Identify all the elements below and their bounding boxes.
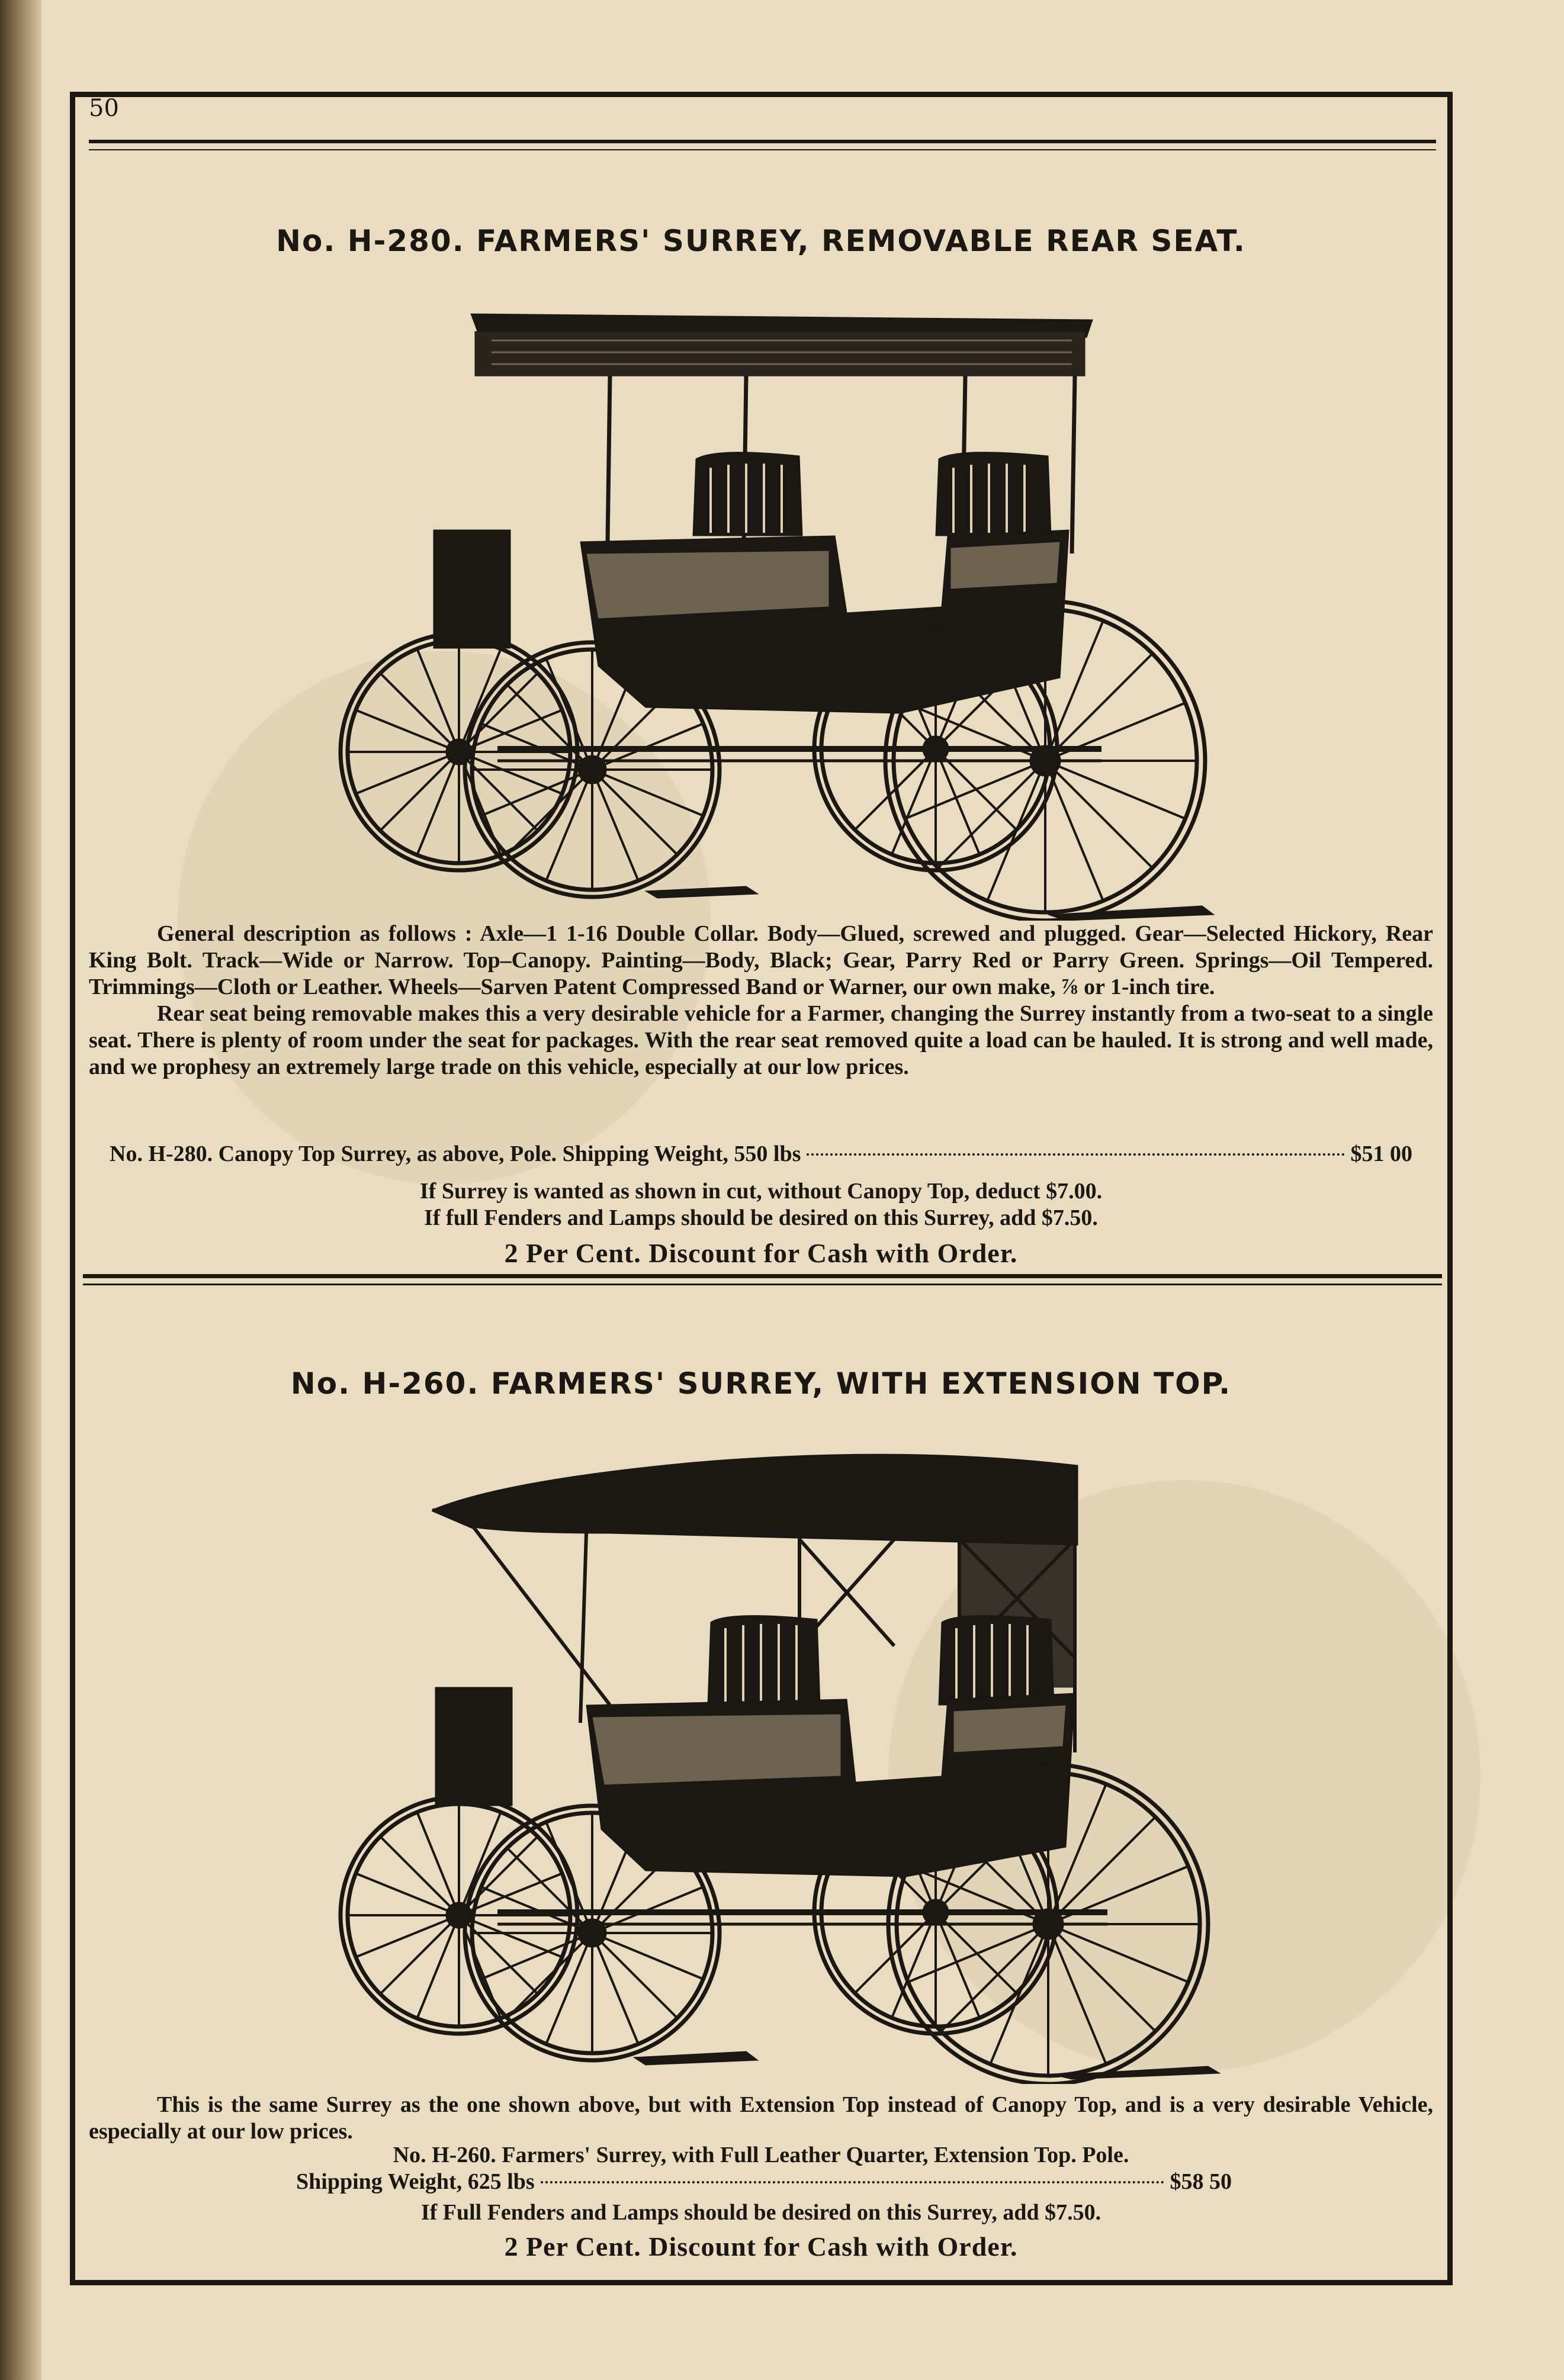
item2-note1: If Full Fenders and Lamps should be desired on this Surrey, add $7.50. [420,2200,1101,2225]
item2-price: $58 50 [1170,2169,1232,2194]
section-divider-thin [83,1284,1442,1285]
item1-paragraph1: General description as follows : Axle—1 1-16 Double Collar. Body—Glued, screwed and plugged. Gear—Selected Hickory, Rear King Bolt. Track—Wide or Narrow. Top–Canopy. Painting—Body, Black; Gear, Parry Red or Parry Green. Springs—Oil Tempered. Trimmings—Cloth or Leather. Wheels—Sarven Patent Compressed Band or Warner, our own make, ⅞ or 1-inch tire. [89,921,1433,999]
item1-note2: If full Fenders and Lamps should be desired on this Surrey, add $7.50. [424,1205,1098,1230]
item1-price-label: No. H-280. Canopy Top Surrey, as above, Pole. Shipping Weight, 550 lbs [110,1141,801,1166]
item2-leader-dots [541,2181,1164,2183]
book-binding-shadow [0,0,41,2380]
item1-price-row [110,1141,1412,1168]
item1-description [89,921,1433,1080]
item2-title: No. H-260. FARMERS' SURREY, WITH EXTENSION TOP. [290,1366,1232,1401]
top-rule [89,140,1436,143]
item2-discount: 2 Per Cent. Discount for Cash with Order. [504,2231,1018,2262]
item2-paragraph1: This is the same Surrey as the one shown above, but with Extension Top instead of Canopy Top, and is a very desirable Vehicle, especially at our low prices. [89,2092,1433,2144]
item2-price-label: Shipping Weight, 625 lbs [296,2169,535,2194]
page-number: 50 [89,95,119,122]
item2-description [89,2092,1433,2145]
item2-price-row [296,2169,1232,2195]
item2-line1: No. H-260. Farmers' Surrey, with Full Leather Quarter, Extension Top. Pole. [393,2143,1129,2167]
item1-discount: 2 Per Cent. Discount for Cash with Order. [504,1238,1018,1268]
item1-title: No. H-280. FARMERS' SURREY, REMOVABLE REAR SEAT. [276,224,1246,258]
canopy-surrey-illustration [278,299,1226,921]
extension-top-surrey-illustration [278,1445,1226,2084]
section-divider [83,1274,1442,1278]
top-rule-thin [89,149,1436,150]
item1-paragraph2: Rear seat being removable makes this a very desirable vehicle for a Farmer, changing the Surrey instantly from a two-seat to a single seat. There is plenty of room under the seat for packages. With the rear seat removed quite a load can be hauled. It is strong and well made, and we prophesy an extremely large trade on this vehicle, especially at our low prices. [89,1001,1433,1079]
item1-price: $51 00 [1350,1141,1412,1166]
item1-leader-dots [807,1153,1344,1156]
item1-note1: If Surrey is wanted as shown in cut, without Canopy Top, deduct $7.00. [419,1179,1103,1204]
